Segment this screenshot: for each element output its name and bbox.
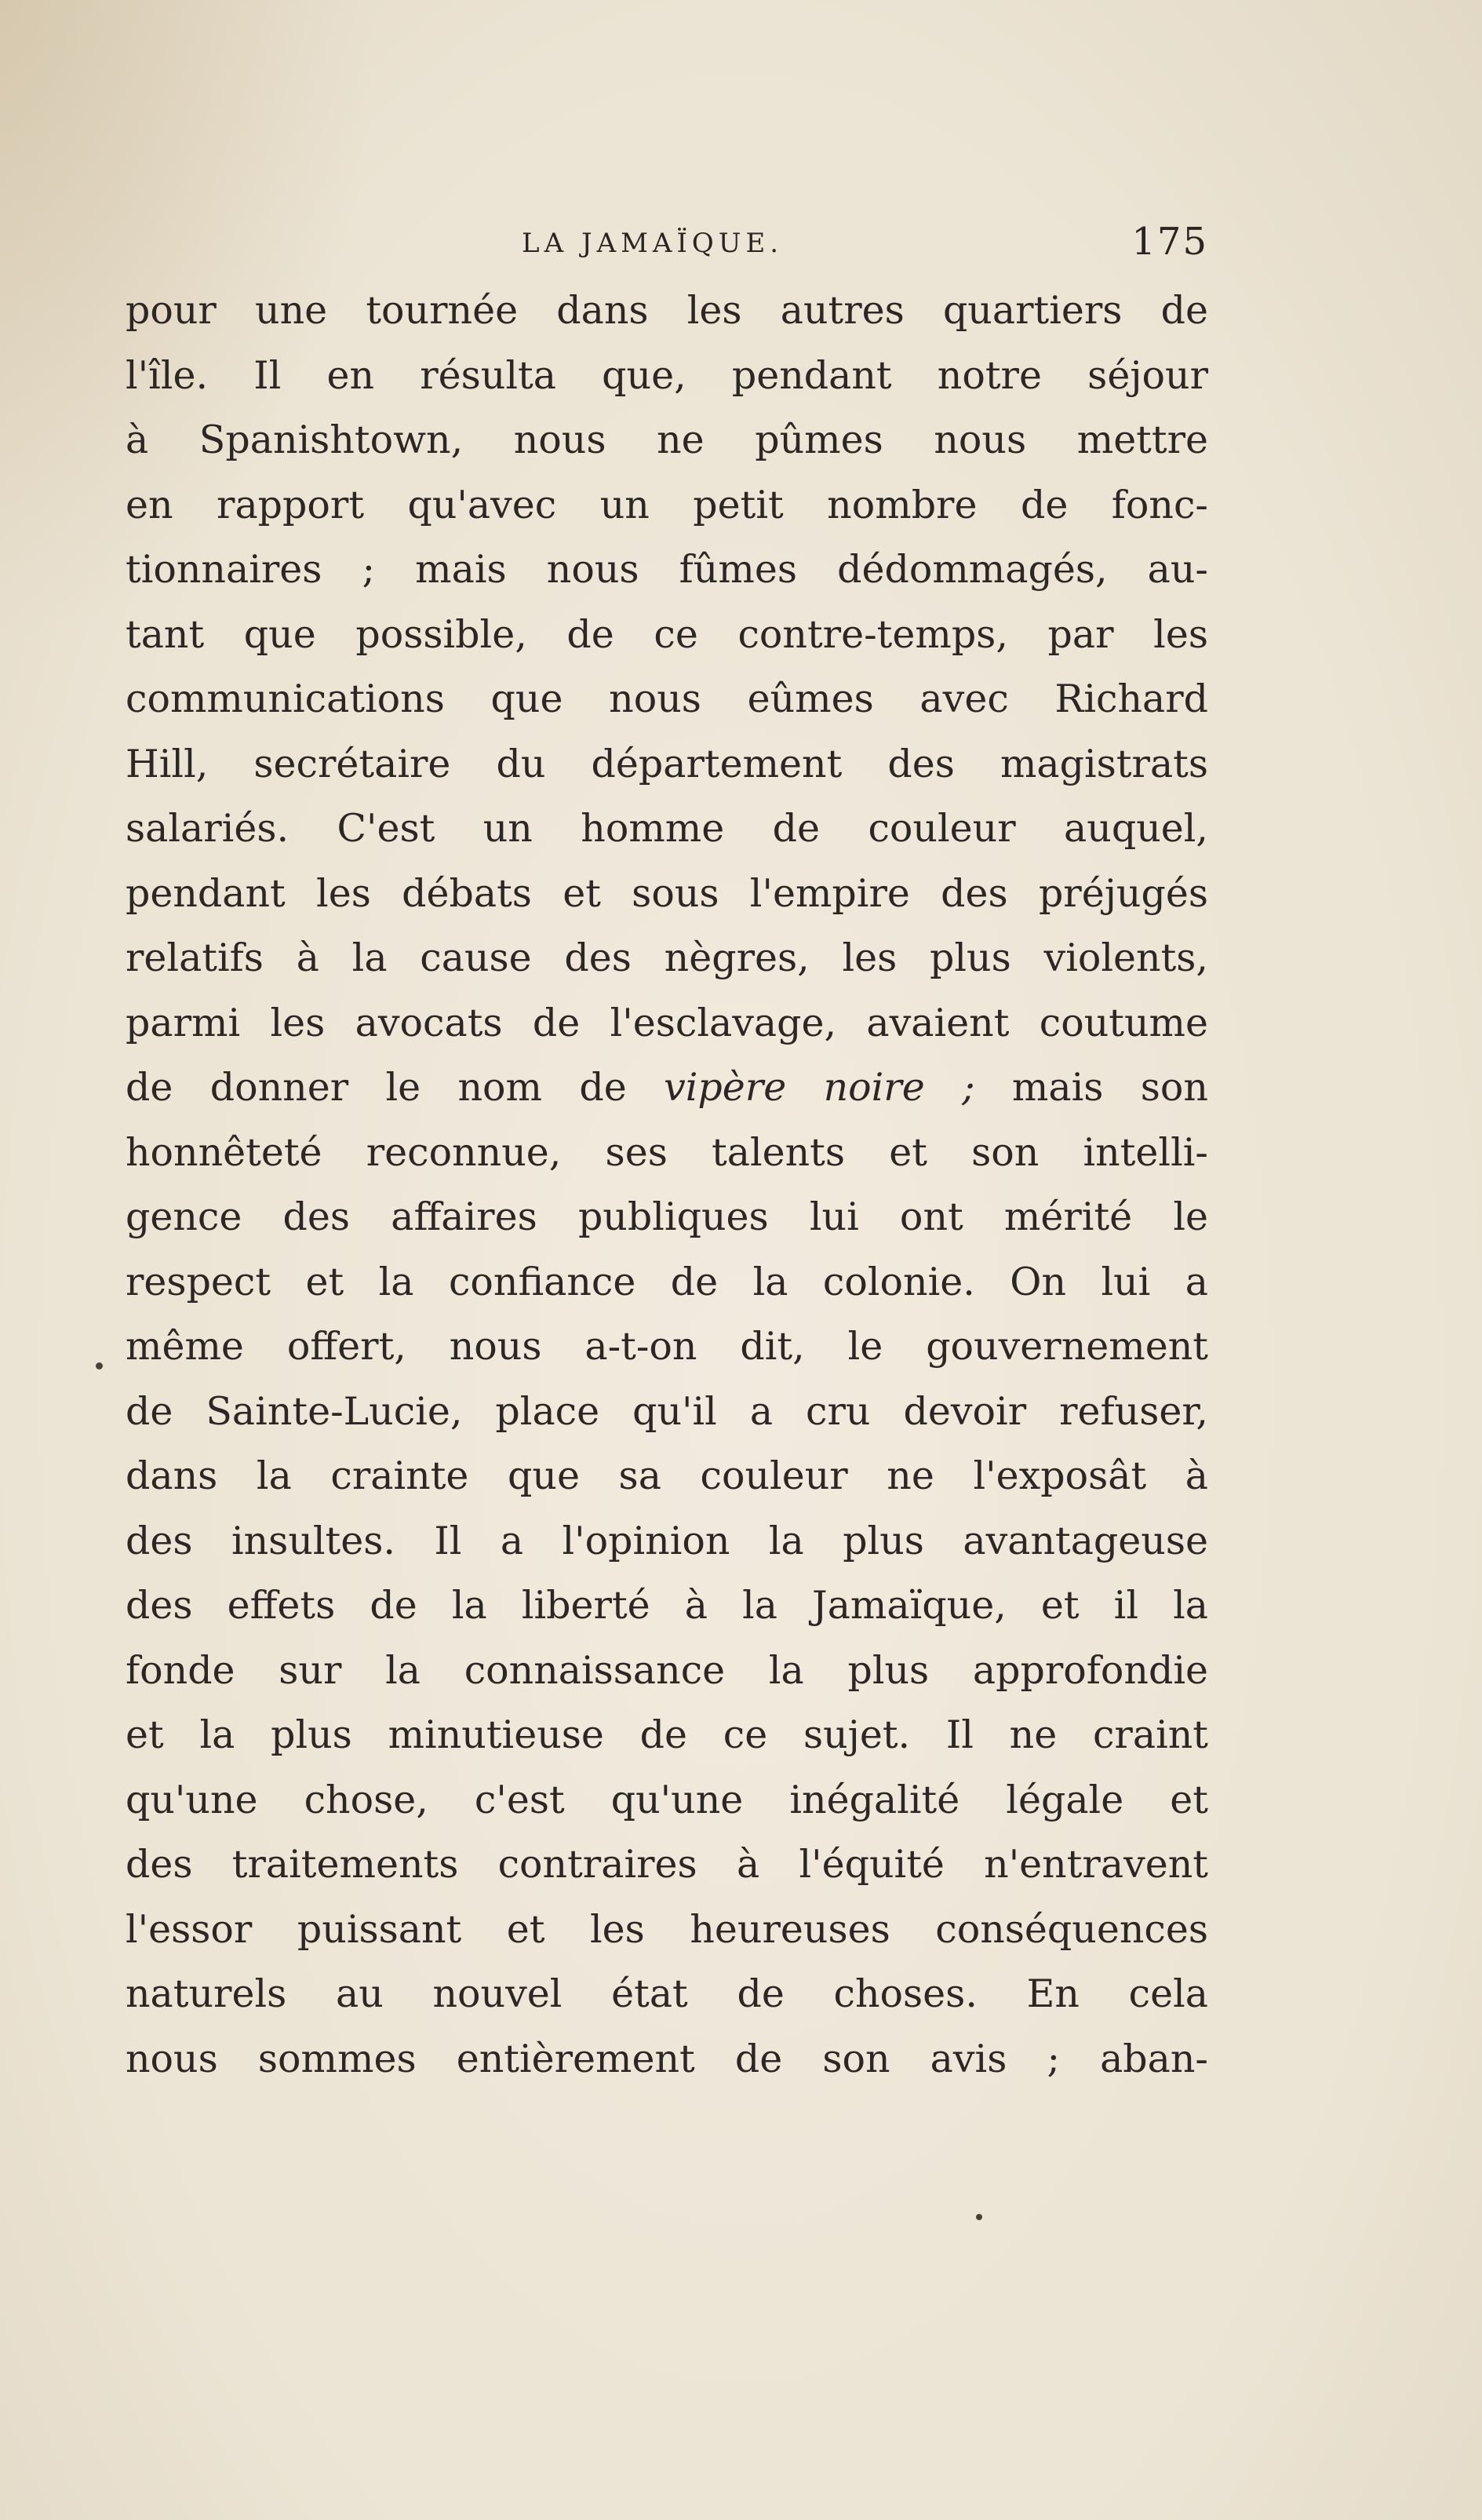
text-line: salariés. C'est un homme de couleur auquel, [126,806,1208,851]
text-line: à Spanishtown, nous ne pûmes nous mettre [126,418,1208,462]
text-line: relatifs à la cause des nègres, les plus violents, [126,935,1208,980]
text-line: des effets de la liberté à la Jamaïque, et il la [126,1583,1208,1628]
text-line: l'île. Il en résulta que, pendant notre séjour [126,352,1208,398]
text-line: pendant les débats et sous l'empire des préjugés [126,870,1208,916]
text-line: communications que nous eûmes avec Richard [126,676,1208,721]
text-line: même offert, nous a-t-on dit, le gouvernement [126,1324,1208,1369]
page-number: 175 [1131,220,1208,264]
text-line: fonde sur la connaissance la plus approfondie [126,1647,1208,1693]
text-line: qu'une chose, c'est qu'une inégalité légale et [126,1777,1208,1822]
text-line-with-italic [126,1056,1208,1121]
text-line: en rapport qu'avec un petit nombre de fonc- [126,482,1208,527]
text-segment: mais son [974,1065,1208,1110]
text-line: et la plus minutieuse de ce sujet. Il ne craint [126,1712,1208,1757]
italic-phrase: vipère noire ; [664,1065,975,1110]
text-line: de Sainte-Lucie, place qu'il a cru devoir refuser, [126,1388,1208,1434]
text-line: l'essor puissant et les heureuses conséquences [126,1906,1208,1952]
text-line: pour une tournée dans les autres quartiers de [126,288,1208,333]
text-line: respect et la confiance de la colonie. On lui a [126,1259,1208,1304]
text-line: nous sommes entièrement de son avis ; aban- [126,2036,1208,2081]
text-line: tant que possible, de ce contre-temps, par les [126,611,1208,657]
text-line: des traitements contraires à l'équité n'entravent [126,1842,1208,1887]
running-head-title: LA JAMAÏQUE. [522,228,784,259]
running-head [126,220,1208,267]
text-line: gence des affaires publiques lui ont mérité le [126,1194,1208,1239]
text-line: parmi les avocats de l'esclavage, avaient coutume [126,1000,1208,1045]
text-line: naturels au nouvel état de choses. En cela [126,1971,1208,2016]
text-line: Hill, secrétaire du département des magistrats [126,741,1208,786]
text-line: honnêteté reconnue, ses talents et son intelli- [126,1129,1208,1175]
text-line: tionnaires ; mais nous fûmes dédommagés, au- [126,547,1208,592]
ink-speck [976,2214,982,2220]
text-line: dans la crainte que sa couleur ne l'exposât à [126,1453,1208,1498]
text-segment: de donner le nom de [126,1065,665,1110]
ink-speck [96,1362,103,1369]
text-line: des insultes. Il a l'opinion la plus avantageuse [126,1518,1208,1563]
body-text [126,279,1208,2091]
